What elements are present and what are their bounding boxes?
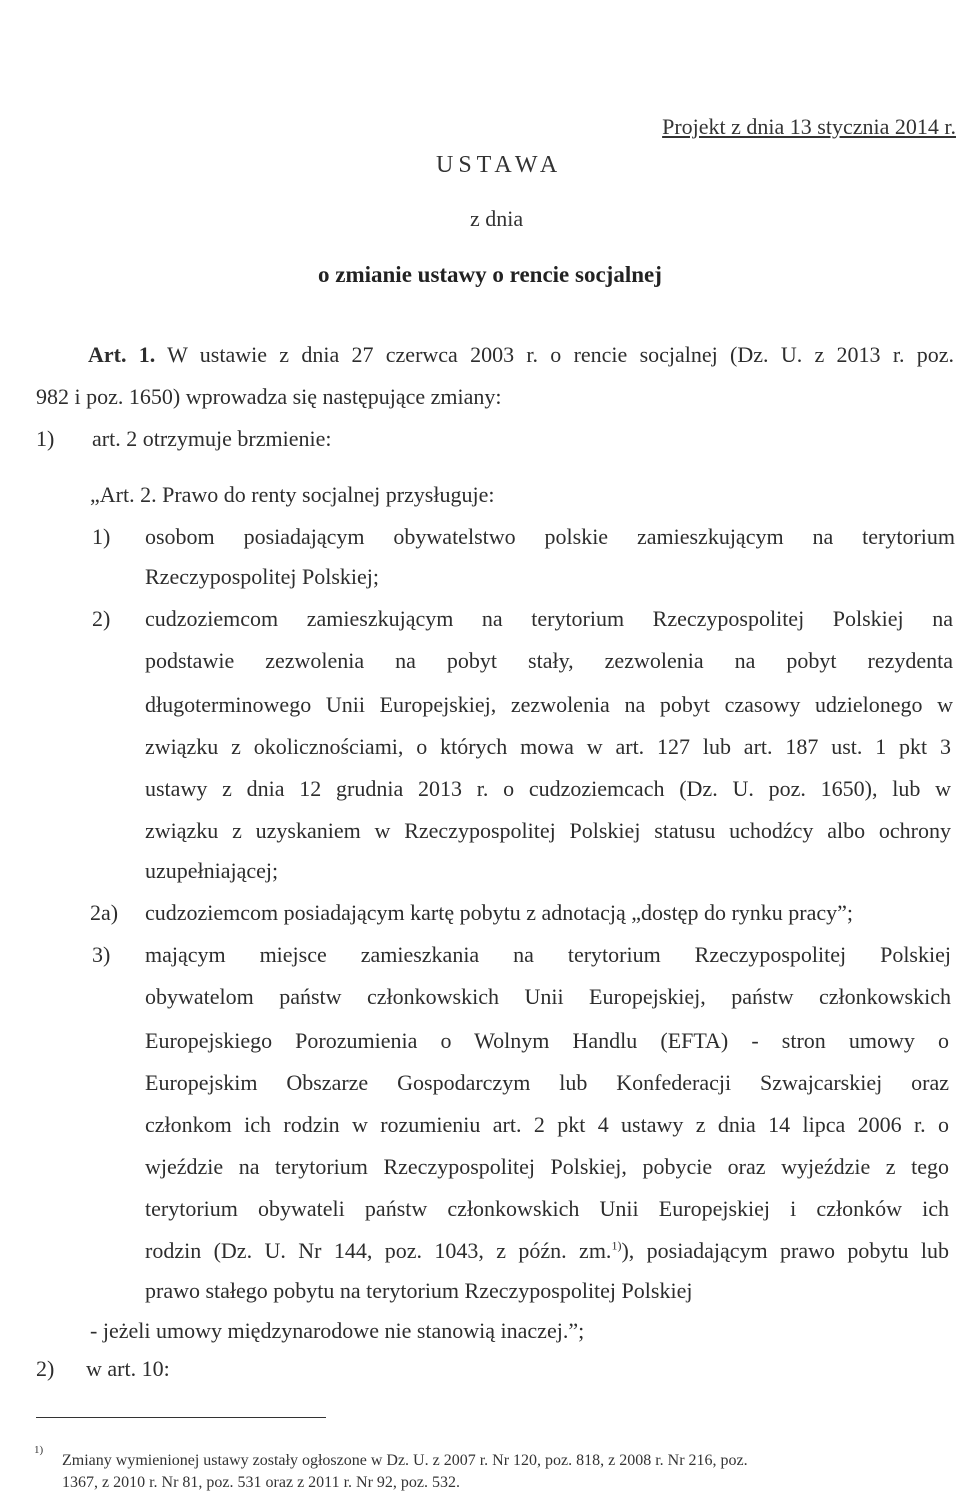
- point-3-line-8-b: ), posiadającym prawo pobytu lub: [621, 1238, 949, 1263]
- point-3-line-7: terytorium obywateli państw członkowskich Unii Europejskiej i członków ich: [145, 1196, 949, 1221]
- footnote-line-2: 1367, z 2010 r. Nr 81, poz. 531 oraz z 2011 r. Nr 92, poz. 532.: [62, 1474, 460, 1491]
- art1-line-1-text: W ustawie z dnia 27 czerwca 2003 r. o rencie socjalnej (Dz. U. z 2013 r. poz.: [155, 342, 954, 367]
- point-3-line-8: [145, 1238, 949, 1264]
- point-3-line-9: prawo stałego pobytu na terytorium Rzeczypospolitej Polskiej: [145, 1278, 693, 1303]
- document-title: USTAWA: [436, 152, 563, 178]
- point-3-line-3: Europejskiego Porozumienia o Wolnym Handlu (EFTA) - stron umowy o: [145, 1028, 949, 1053]
- footnote-separator: [36, 1417, 326, 1418]
- point-2-line-7: uzupełniającej;: [145, 858, 279, 883]
- point-3-line-4: Europejskim Obszarze Gospodarczym lub Konfederacji Szwajcarskiej oraz: [145, 1070, 949, 1095]
- art1-line-2: 982 i poz. 1650) wprowadza się następujące zmiany:: [36, 384, 502, 409]
- footnote-line-1: Zmiany wymienionej ustawy zostały ogłoszone w Dz. U. z 2007 r. Nr 120, poz. 818, z 2008 r. Nr 216, poz.: [62, 1452, 748, 1469]
- footnote-marker: 1): [34, 1444, 44, 1456]
- document-subject: o zmianie ustawy o rencie socjalnej: [318, 262, 662, 287]
- point-2-line-1: cudzoziemcom zamieszkującym na terytorium Rzeczypospolitej Polskiej na: [145, 606, 953, 631]
- point-2-number: 2): [92, 606, 111, 631]
- point-3-line-8-a: rodzin (Dz. U. Nr 144, poz. 1043, z późn. zm.: [145, 1238, 612, 1263]
- point-1-number: 1): [92, 524, 111, 549]
- change-1-text: art. 2 otrzymuje brzmienie:: [92, 426, 332, 451]
- point-1-line-1: osobom posiadającym obywatelstwo polskie zamieszkującym na terytorium: [145, 524, 955, 549]
- point-2-line-3: długoterminowego Unii Europejskiej, zezwolenia na pobyt czasowy udzielonego w: [145, 692, 953, 717]
- point-3-line-6: wjeździe na terytorium Rzeczypospolitej Polskiej, pobycie oraz wyjeździe z tego: [145, 1154, 949, 1179]
- point-3-line-1: mającym miejsce zamieszkania na terytorium Rzeczypospolitej Polskiej: [145, 942, 951, 967]
- point-3-line-5: członkom ich rodzin w rozumieniu art. 2 pkt 4 ustawy z dnia 14 lipca 2006 r. o: [145, 1112, 949, 1137]
- point-2-line-6: związku z uzyskaniem w Rzeczypospolitej Polskiej statusu uchodźcy albo ochrony: [145, 818, 951, 843]
- point-3-number: 3): [92, 942, 111, 967]
- point-2-line-4: związku z okolicznościami, o których mowa w art. 127 lub art. 187 ust. 1 pkt 3: [145, 734, 951, 759]
- art2-intro: „Art. 2. Prawo do renty socjalnej przysługuje:: [90, 482, 495, 507]
- art1-heading: Art. 1.: [88, 342, 156, 367]
- draft-date-label: Projekt z dnia 13 stycznia 2014 r.: [662, 114, 956, 139]
- point-2a-number: 2a): [90, 900, 119, 925]
- point-1-line-2: Rzeczypospolitej Polskiej;: [145, 564, 380, 589]
- document-date: z dnia: [470, 206, 524, 231]
- footnote-reference: 1): [611, 1238, 622, 1253]
- point-2-line-2: podstawie zezwolenia na pobyt stały, zezwolenia na pobyt rezydenta: [145, 648, 953, 673]
- point-3-line-2: obywatelom państw członkowskich Unii Europejskiej, państw członkowskich: [145, 984, 951, 1009]
- change-2-text: w art. 10:: [86, 1356, 170, 1381]
- point-2a-line-1: cudzoziemcom posiadającym kartę pobytu z adnotacją „dostęp do rynku pracy”;: [145, 900, 854, 925]
- change-2-number: 2): [36, 1356, 55, 1381]
- change-1-number: 1): [36, 426, 55, 451]
- art1-line-1: [88, 342, 954, 368]
- closing-clause: - jeżeli umowy międzynarodowe nie stanowią inaczej.”;: [90, 1318, 585, 1343]
- point-2-line-5: ustawy z dnia 12 grudnia 2013 r. o cudzoziemcach (Dz. U. poz. 1650), lub w: [145, 776, 951, 801]
